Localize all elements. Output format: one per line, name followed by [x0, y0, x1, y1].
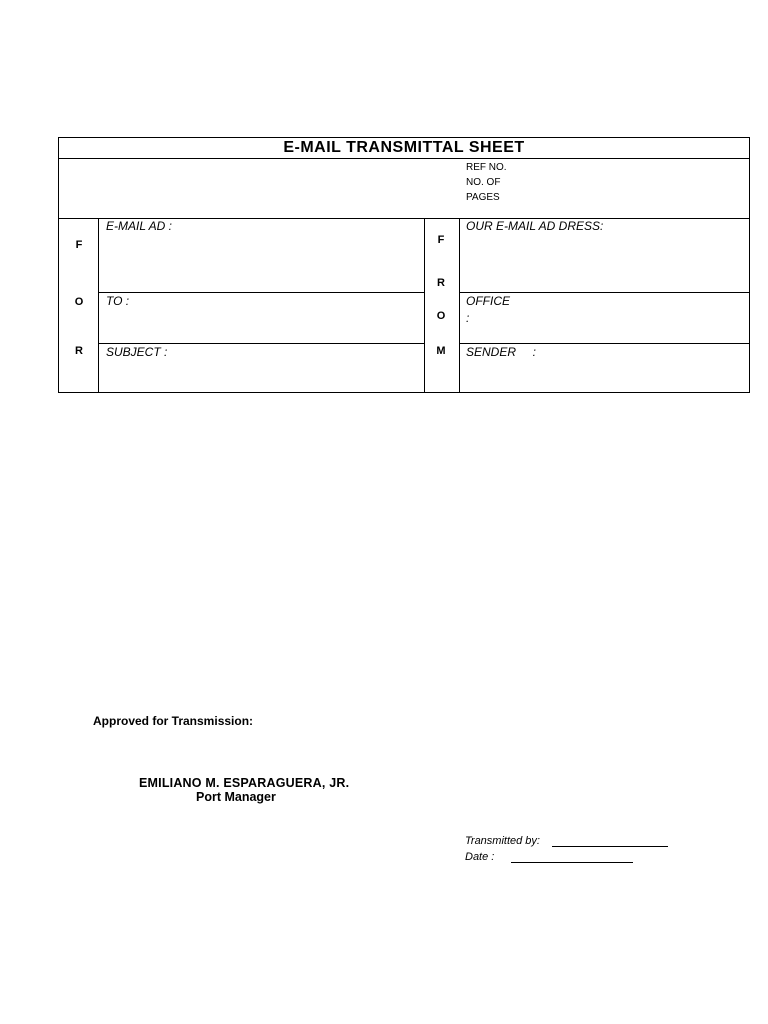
- for-letter-f: F: [75, 239, 83, 251]
- date-line: [511, 862, 633, 863]
- divider-middle: [424, 218, 425, 393]
- office-field-label: OFFICE: [466, 294, 510, 308]
- divider-from-row2: [459, 343, 749, 344]
- transmitted-by-label: Transmitted by:: [465, 835, 540, 847]
- approved-label: Approved for Transmission:: [93, 714, 254, 728]
- ref-no-label: REF NO.: [466, 162, 507, 173]
- for-letter-r: R: [75, 345, 83, 357]
- divider-for-row1: [98, 292, 424, 293]
- for-letter-o: O: [74, 296, 84, 308]
- sheet-title: E-MAIL TRANSMITTAL SHEET: [59, 138, 749, 159]
- subject-field-label: SUBJECT :: [106, 345, 168, 359]
- transmittal-sheet-table: [58, 137, 750, 393]
- our-email-field-label: OUR E-MAIL AD DRESS:: [466, 219, 604, 233]
- from-letter-o: O: [436, 310, 446, 322]
- office-colon: :: [466, 311, 470, 325]
- date-label: Date :: [465, 851, 495, 863]
- divider-for-col: [98, 218, 99, 393]
- pages-label: PAGES: [466, 192, 500, 203]
- sender-field-label: SENDER :: [466, 345, 537, 359]
- transmitted-by-line: [552, 846, 668, 847]
- divider-from-col: [459, 218, 460, 393]
- signer-title: Port Manager: [196, 790, 276, 804]
- from-letter-m: M: [436, 345, 446, 357]
- from-letter-r: R: [437, 277, 445, 289]
- signer-name: EMILIANO M. ESPARAGUERA, JR.: [139, 776, 350, 790]
- email-address-field-label: E-MAIL AD :: [106, 219, 173, 233]
- ref-block: [466, 160, 507, 205]
- divider-for-row2: [98, 343, 424, 344]
- from-letter-f: F: [437, 234, 445, 246]
- divider-from-row1: [459, 292, 749, 293]
- to-field-label: TO :: [106, 294, 130, 308]
- no-of-label: NO. OF: [466, 177, 501, 188]
